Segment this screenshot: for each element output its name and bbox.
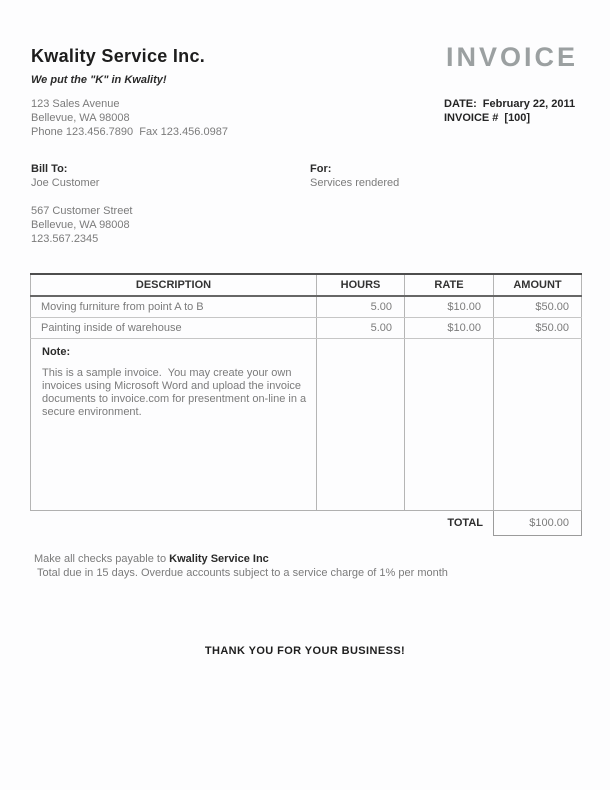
invoice-date-label: DATE: (444, 98, 477, 110)
company-address-line: Phone 123.456.7890 Fax 123.456.0987 (31, 126, 228, 138)
invoice-date-row (444, 97, 575, 111)
terms-line: Total due in 15 days. Overdue accounts subject to a service charge of 1% per month (37, 567, 448, 579)
note-line: invoices using Microsoft Word and upload the invoice (42, 380, 302, 392)
total-row (31, 511, 582, 536)
thank-you-message: THANK YOU FOR YOUR BUSINESS! (204, 645, 406, 657)
note-text (32, 358, 315, 419)
spacer (31, 190, 133, 204)
invoice-meta (444, 97, 575, 125)
note-line: documents to invoice.com for presentment on-line in a (42, 393, 307, 405)
invoice-number-row (444, 111, 575, 125)
bill-to-address-line: 567 Customer Street (31, 205, 133, 217)
company-address-line: Bellevue, WA 98008 (31, 112, 130, 124)
cell-hours: 5.00 (317, 318, 405, 339)
company-address (31, 97, 228, 139)
for-section (310, 162, 399, 190)
for-label: For: (310, 163, 332, 175)
cell-rate: $10.00 (405, 296, 494, 318)
note-cell (31, 339, 317, 511)
note-label: Note: (42, 346, 71, 358)
empty-cell (317, 339, 405, 511)
for-value: Services rendered (310, 177, 400, 189)
bill-to-address-line: 123.567.2345 (31, 233, 99, 245)
note-row (31, 339, 582, 511)
cell-rate: $10.00 (405, 318, 494, 339)
cell-description: Painting inside of warehouse (31, 318, 317, 339)
company-name: Kwality Service Inc. (31, 46, 206, 66)
invoice-number-label: INVOICE # (444, 112, 499, 124)
checks-payable-prefix: Make all checks payable to (34, 553, 170, 565)
total-amount: $100.00 (494, 511, 582, 536)
column-header-description: DESCRIPTION (31, 274, 317, 296)
cell-hours: 5.00 (317, 296, 405, 318)
checks-payable-line (34, 552, 448, 566)
column-header-amount: AMOUNT (494, 274, 582, 296)
total-label: TOTAL (447, 517, 483, 530)
invoice-number-value: [100] (504, 112, 531, 124)
column-header-hours: HOURS (317, 274, 405, 296)
invoice-date-value: February 22, 2011 (482, 98, 576, 110)
table-header-row (31, 274, 582, 296)
note-line: This is a sample invoice. You may create your own (42, 367, 292, 379)
table-row (31, 296, 582, 318)
bill-to-label: Bill To: (31, 163, 68, 175)
payment-terms (34, 552, 448, 580)
cell-amount: $50.00 (494, 318, 582, 339)
column-header-rate: RATE (405, 274, 494, 296)
bill-to-section (31, 162, 133, 246)
company-tagline: We put the "K" in Kwality! (31, 74, 167, 86)
invoice-title: INVOICE (445, 42, 578, 72)
empty-cell (494, 339, 582, 511)
line-items-table (30, 273, 581, 536)
company-address-line: 123 Sales Avenue (31, 98, 120, 110)
cell-amount: $50.00 (494, 296, 582, 318)
empty-cell (405, 339, 494, 511)
note-line: secure environment. (42, 406, 142, 418)
cell-description: Moving furniture from point A to B (31, 296, 317, 318)
checks-payable-name: Kwality Service Inc (169, 553, 269, 565)
bill-to-name: Joe Customer (31, 177, 100, 189)
table-row (31, 318, 582, 339)
bill-to-address-line: Bellevue, WA 98008 (31, 219, 130, 231)
